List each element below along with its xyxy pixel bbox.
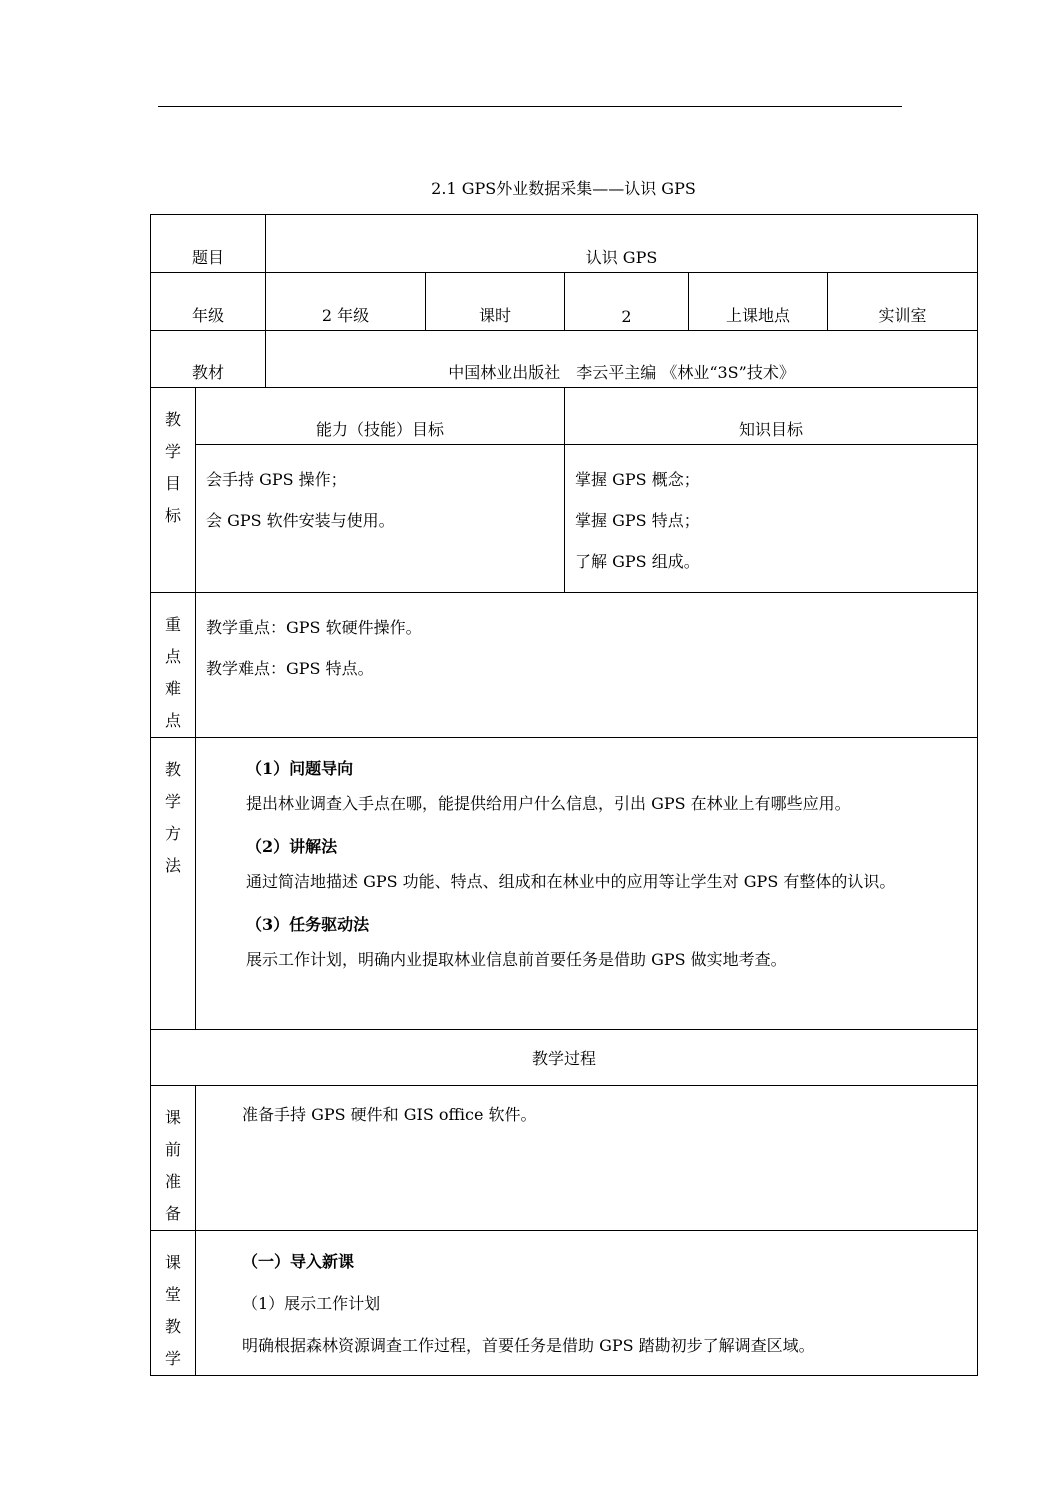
row-grade: [151, 273, 978, 331]
classroom-text: 明确根据森林资源调查工作过程，首要任务是借助 GPS 踏勘初步了解调查区域。: [242, 1336, 815, 1355]
ability-objectives-header: 能力（技能）目标: [196, 388, 565, 445]
lesson-plan-table: [150, 214, 978, 1376]
classroom-subheading: （1）展示工作计划: [242, 1294, 381, 1313]
document-title: 2.1 GPS外业数据采集——认识 GPS: [431, 179, 696, 198]
methods-label: 教 学 方 法: [151, 738, 196, 1030]
grade-value: 2 年级: [266, 273, 426, 331]
objectives-label: 教 学 目 标: [151, 388, 196, 593]
row-textbook: [151, 331, 978, 388]
ability-objectives: [196, 445, 565, 593]
row-topic: [151, 215, 978, 273]
methods-content: [196, 738, 978, 1030]
method-heading: （2）讲解法: [246, 837, 338, 856]
method-heading: （1）问题导向: [246, 759, 354, 778]
grade-label: 年级: [151, 273, 266, 331]
key-point-item: 教学难点：GPS 特点。: [206, 659, 374, 678]
preparation-label: 课 前 准 备: [151, 1086, 196, 1231]
hours-label: 课时: [426, 273, 565, 331]
row-process-header: [151, 1030, 978, 1086]
knowledge-item: 掌握 GPS 概念；: [575, 470, 700, 489]
ability-item: 会手持 GPS 操作；: [206, 470, 347, 489]
header-rule: [158, 106, 902, 107]
row-objectives-content: [151, 445, 978, 593]
hours-value: 2: [565, 273, 689, 331]
key-point-item: 教学重点：GPS 软硬件操作。: [206, 618, 422, 637]
process-header: 教学过程: [151, 1030, 978, 1086]
preparation-text: 准备手持 GPS 硬件和 GIS office 软件。: [242, 1105, 537, 1124]
classroom-content: [196, 1231, 978, 1376]
knowledge-item: 了解 GPS 组成。: [575, 552, 700, 571]
key-points-content: [196, 593, 978, 738]
classroom-label: 课 堂 教 学: [151, 1231, 196, 1376]
knowledge-objectives: [565, 445, 978, 593]
knowledge-objectives-header: 知识目标: [565, 388, 978, 445]
row-objectives-header: [151, 388, 978, 445]
location-label: 上课地点: [689, 273, 828, 331]
method-text: 通过简洁地描述 GPS 功能、特点、组成和在林业中的应用等让学生对 GPS 有整体的认识。: [246, 872, 896, 891]
knowledge-item: 掌握 GPS 特点；: [575, 511, 700, 530]
topic-value: 认识 GPS: [266, 215, 978, 273]
method-text: 展示工作计划，明确内业提取林业信息前首要任务是借助 GPS 做实地考查。: [246, 950, 787, 969]
textbook-value: 中国林业出版社 李云平主编 《林业“3S”技术》: [266, 331, 978, 388]
preparation-content: [196, 1086, 978, 1231]
textbook-label: 教材: [151, 331, 266, 388]
row-key-points: [151, 593, 978, 738]
method-text: 提出林业调查入手点在哪，能提供给用户什么信息，引出 GPS 在林业上有哪些应用。: [246, 794, 851, 813]
ability-item: 会 GPS 软件安装与使用。: [206, 511, 395, 530]
key-points-label: 重 点 难 点: [151, 593, 196, 738]
row-preparation: [151, 1086, 978, 1231]
location-value: 实训室: [828, 273, 978, 331]
row-methods: [151, 738, 978, 1030]
method-heading: （3）任务驱动法: [246, 915, 370, 934]
row-classroom: [151, 1231, 978, 1376]
classroom-heading: （一）导入新课: [242, 1252, 355, 1271]
topic-label: 题目: [151, 215, 266, 273]
